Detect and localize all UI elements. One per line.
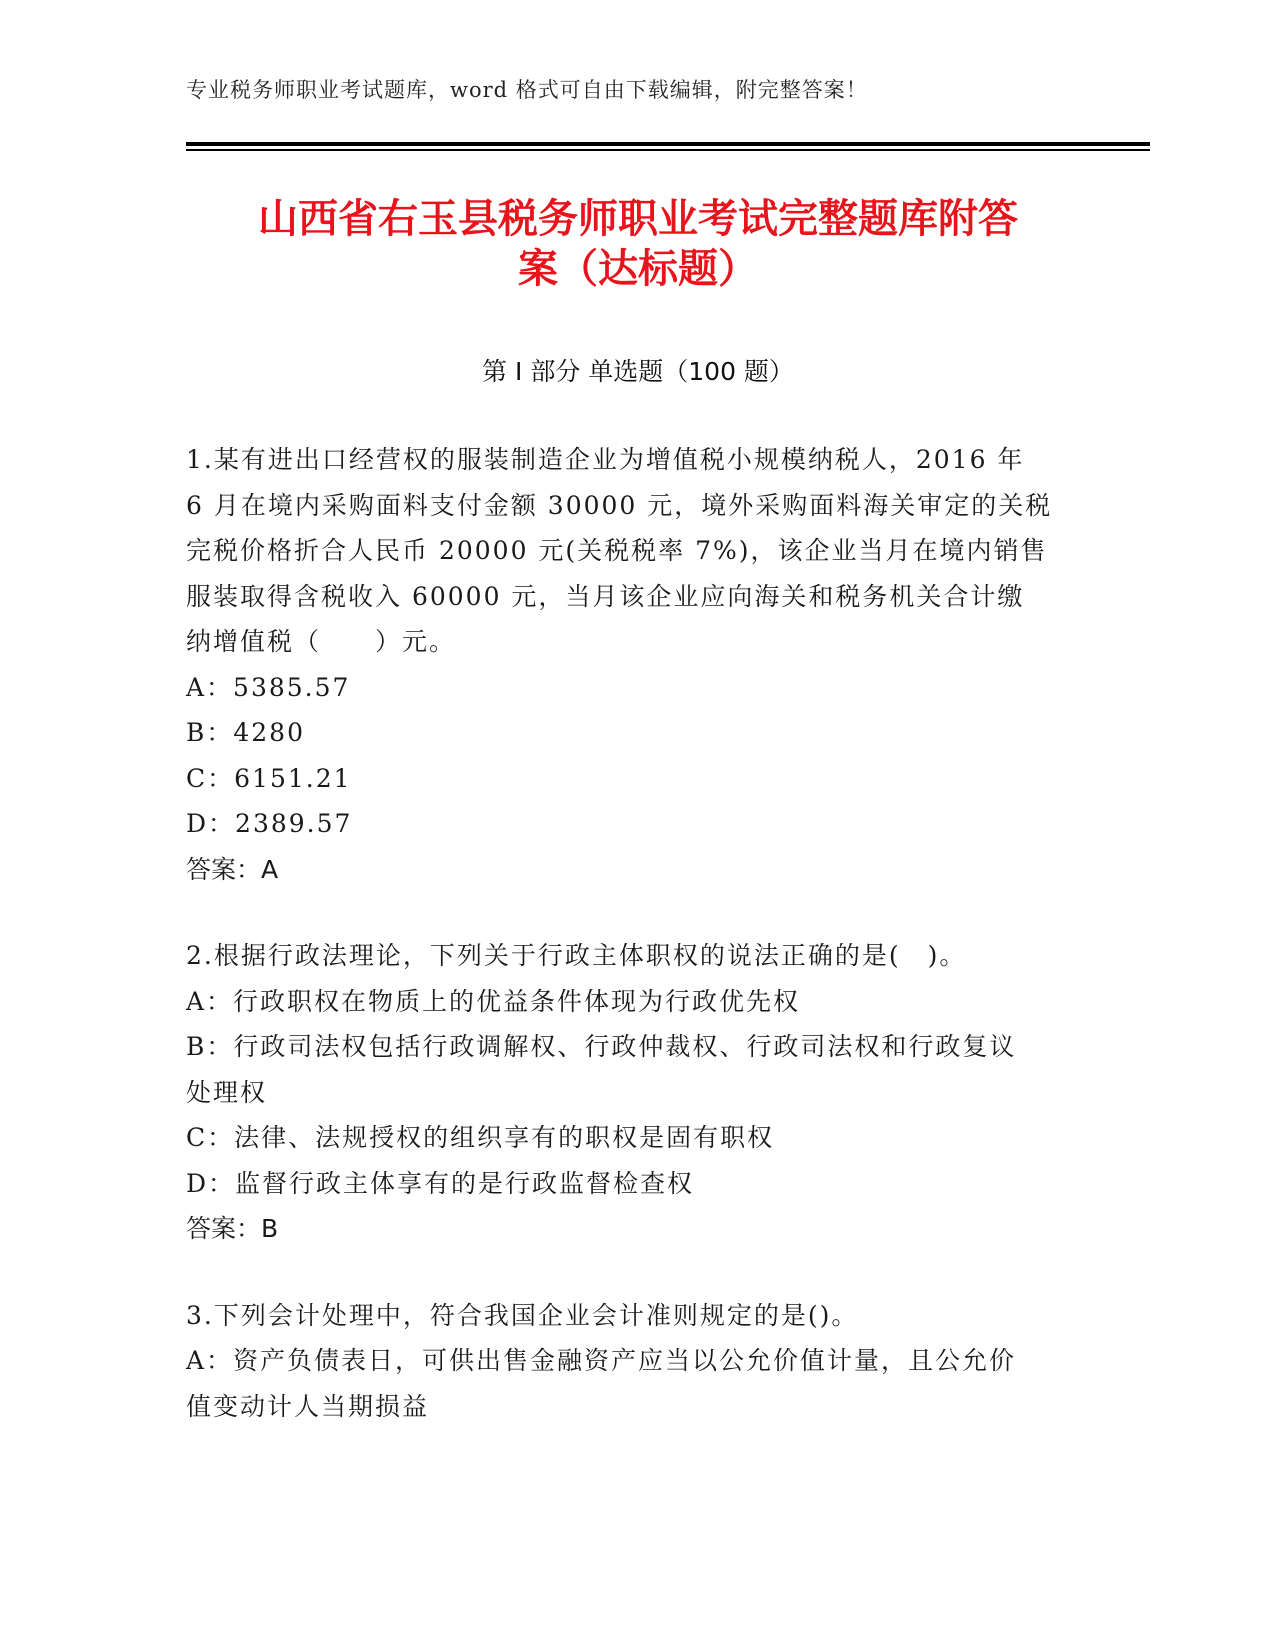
option-a: A：行政职权在物质上的优益条件体现为行政优先权 xyxy=(186,986,801,1016)
option-a: A：5385.57 xyxy=(186,672,351,702)
answer-label: 答案：A xyxy=(186,854,279,884)
question-stem-line: 1.某有进出口经营权的服装制造企业为增值税小规模纳税人，2016 年 xyxy=(186,445,1025,474)
question-2 xyxy=(186,933,1066,1252)
question-stem-line: 完税价格折合人民币 20000 元(关税税率 7%)，该企业当月在境内销售 xyxy=(186,536,1048,565)
question-stem-line: 2.根据行政法理论，下列关于行政主体职权的说法正确的是( )。 xyxy=(186,941,967,970)
option-c: C：6151.21 xyxy=(186,763,352,793)
header-note: 专业税务师职业考试题库，word 格式可自由下载编辑，附完整答案！ xyxy=(186,78,868,102)
option-b: B：行政司法权包括行政调解权、行政仲裁权、行政司法权和行政复议 xyxy=(186,1032,1017,1061)
question-stem-line: 纳增值税（ ）元。 xyxy=(186,627,457,656)
question-list xyxy=(186,437,1066,1470)
option-c: C：法律、法规授权的组织享有的职权是固有职权 xyxy=(186,1123,775,1152)
document-title-line-1: 山西省右玉县税务师职业考试完整题库附答 xyxy=(258,196,1018,242)
option-b-continued: 处理权 xyxy=(186,1077,268,1107)
option-a: A：资产负债表日，可供出售金融资产应当以公允价值计量，且公允价 xyxy=(186,1346,1017,1375)
question-stem-line: 6 月在境内采购面料支付金额 30000 元，境外采购面料海关审定的关税 xyxy=(186,490,1053,520)
section-heading: 第 I 部分 单选题（100 题） xyxy=(482,357,794,386)
option-a-continued: 值变动计人当期损益 xyxy=(186,1391,430,1421)
document-title xyxy=(186,194,1090,294)
header-rule-thin xyxy=(186,149,1150,151)
document-title-line-2: 案（达标题） xyxy=(518,246,758,292)
header-rule-thick xyxy=(186,142,1150,146)
question-3 xyxy=(186,1293,1066,1430)
option-b: B：4280 xyxy=(186,718,305,747)
question-stem-line: 3.下列会计处理中，符合我国企业会计准则规定的是()。 xyxy=(186,1300,859,1330)
option-d: D：监督行政主体享有的是行政监督检查权 xyxy=(186,1168,695,1198)
option-d: D：2389.57 xyxy=(186,809,353,838)
question-1 xyxy=(186,437,1066,892)
question-stem-line: 服装取得含税收入 60000 元，当月该企业应向海关和税务机关合计缴 xyxy=(186,581,1025,611)
answer-label: 答案：B xyxy=(186,1214,279,1243)
